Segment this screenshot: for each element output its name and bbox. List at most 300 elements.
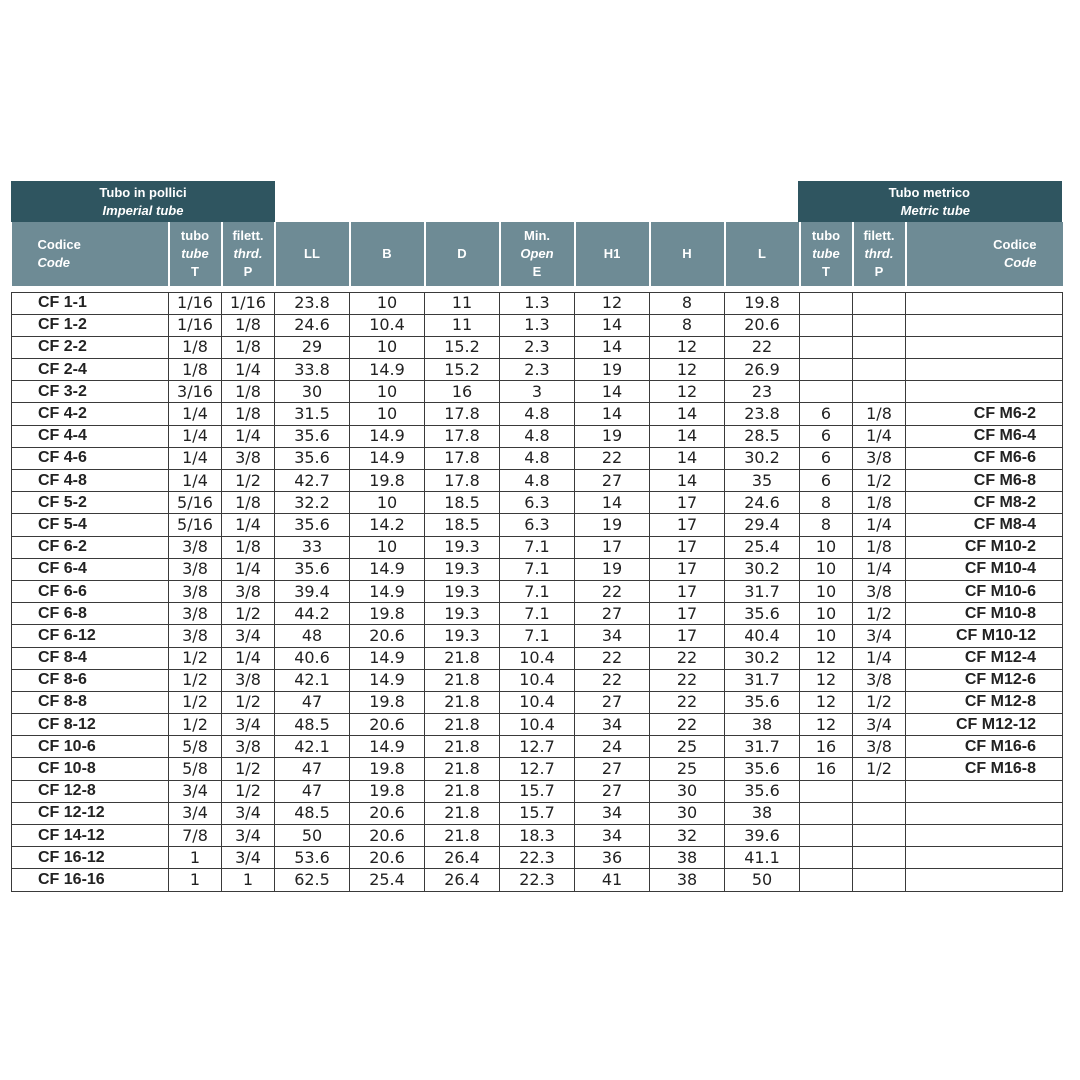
column-header: [575, 222, 650, 286]
table-cell: 23.8: [275, 292, 350, 314]
table-cell: 14.9: [350, 736, 425, 758]
table-row: [12, 336, 1063, 358]
table-cell: 39.4: [275, 580, 350, 602]
table-cell: 10: [350, 492, 425, 514]
table-cell: 3/4: [222, 714, 275, 736]
table-cell: 1/2: [222, 758, 275, 780]
table-cell: 1/8: [222, 536, 275, 558]
table-row: [12, 470, 1063, 492]
table-row: [12, 580, 1063, 602]
table-cell: 10: [350, 536, 425, 558]
table-cell: 17: [650, 536, 725, 558]
metric-code-cell: [906, 381, 1063, 403]
metric-code-cell: [906, 314, 1063, 336]
table-cell: 50: [275, 825, 350, 847]
metric-code-cell: CF M10-4: [906, 558, 1063, 580]
imperial-code-cell: CF 4-8: [12, 470, 169, 492]
column-header: [500, 222, 575, 286]
table-cell: 3/8: [169, 625, 222, 647]
table-cell: 20.6: [350, 847, 425, 869]
table-cell: [853, 359, 906, 381]
table-cell: [853, 381, 906, 403]
imperial-code-cell: CF 2-2: [12, 336, 169, 358]
metric-code-cell: CF M12-12: [906, 714, 1063, 736]
imperial-code-cell: CF 10-6: [12, 736, 169, 758]
table-cell: 33: [275, 536, 350, 558]
table-cell: 3/8: [169, 603, 222, 625]
table-cell: 12: [650, 359, 725, 381]
table-row: [12, 558, 1063, 580]
table-cell: 38: [650, 869, 725, 891]
table-cell: 35.6: [725, 780, 800, 802]
table-cell: 12: [650, 381, 725, 403]
table-cell: 35.6: [725, 758, 800, 780]
table-cell: 17: [650, 603, 725, 625]
imperial-code-cell: CF 8-6: [12, 669, 169, 691]
table-cell: 3/8: [169, 580, 222, 602]
table-cell: [853, 869, 906, 891]
table-cell: 4.8: [500, 403, 575, 425]
table-cell: 19.8: [350, 758, 425, 780]
table-cell: 7/8: [169, 825, 222, 847]
table-cell: 35.6: [725, 691, 800, 713]
table-cell: 1/2: [222, 470, 275, 492]
table-cell: 20.6: [350, 825, 425, 847]
table-cell: 10: [350, 336, 425, 358]
table-cell: 41.1: [725, 847, 800, 869]
table-cell: 10.4: [500, 669, 575, 691]
table-cell: 42.7: [275, 470, 350, 492]
imperial-group-title: Tubo in pollici: [99, 185, 187, 200]
table-cell: 21.8: [425, 736, 500, 758]
column-header: [650, 222, 725, 286]
imperial-code-cell: CF 8-12: [12, 714, 169, 736]
table-cell: 1/16: [222, 292, 275, 314]
table-row: [12, 514, 1063, 536]
table-cell: 10: [800, 580, 853, 602]
table-cell: 18.3: [500, 825, 575, 847]
table-cell: 30.2: [725, 447, 800, 469]
table-cell: 35.6: [275, 425, 350, 447]
table-cell: 1/8: [853, 403, 906, 425]
table-cell: 22.3: [500, 869, 575, 891]
table-cell: 19.8: [350, 691, 425, 713]
table-cell: 3/4: [853, 625, 906, 647]
column-header-l2: thrd.: [233, 246, 263, 261]
imperial-group-subtitle: Imperial tube: [102, 203, 184, 218]
table-cell: 34: [575, 802, 650, 824]
imperial-code-cell: CF 14-12: [12, 825, 169, 847]
table-cell: 1/2: [853, 691, 906, 713]
table-cell: 31.7: [725, 736, 800, 758]
table-cell: 1/2: [222, 780, 275, 802]
table-cell: [800, 869, 853, 891]
table-cell: 33.8: [275, 359, 350, 381]
table-cell: 20.6: [350, 714, 425, 736]
imperial-code-cell: CF 10-8: [12, 758, 169, 780]
table-cell: 24: [575, 736, 650, 758]
table-cell: 6.3: [500, 514, 575, 536]
table-cell: 1/2: [222, 691, 275, 713]
table-cell: 1/4: [169, 425, 222, 447]
column-header-l1: tubo: [811, 228, 841, 243]
table-cell: 27: [575, 603, 650, 625]
table-cell: 22: [575, 580, 650, 602]
table-row: [12, 825, 1063, 847]
table-cell: 19: [575, 425, 650, 447]
table-cell: 3/8: [853, 736, 906, 758]
table-cell: 17.8: [425, 403, 500, 425]
table-cell: 22: [575, 669, 650, 691]
table-cell: 17: [650, 625, 725, 647]
table-cell: 48.5: [275, 714, 350, 736]
table-cell: 15.2: [425, 359, 500, 381]
table-cell: 21.8: [425, 669, 500, 691]
table-cell: 12: [650, 336, 725, 358]
table-cell: 30: [650, 802, 725, 824]
table-cell: 32.2: [275, 492, 350, 514]
column-header: [725, 222, 800, 286]
table-cell: 34: [575, 714, 650, 736]
table-cell: 4.8: [500, 425, 575, 447]
table-cell: 35: [725, 470, 800, 492]
table-cell: 25: [650, 736, 725, 758]
table-row: [12, 691, 1063, 713]
table-cell: 3/4: [853, 714, 906, 736]
metric-code-cell: CF M12-6: [906, 669, 1063, 691]
imperial-code-cell: CF 6-4: [12, 558, 169, 580]
table-cell: 17.8: [425, 470, 500, 492]
table-cell: 8: [800, 514, 853, 536]
table-cell: 4.8: [500, 447, 575, 469]
table-row: [12, 869, 1063, 891]
table-cell: 50: [725, 869, 800, 891]
table-cell: 3: [500, 381, 575, 403]
table-cell: 3/8: [853, 580, 906, 602]
table-cell: 17: [650, 492, 725, 514]
table-cell: 14: [650, 470, 725, 492]
table-cell: 31.5: [275, 403, 350, 425]
table-cell: 1/4: [222, 425, 275, 447]
metric-code-cell: CF M12-4: [906, 647, 1063, 669]
column-header: [222, 222, 275, 286]
table-cell: 19: [575, 359, 650, 381]
table-cell: [800, 780, 853, 802]
metric-group-subtitle: Metric tube: [900, 203, 970, 218]
table-cell: 14.9: [350, 558, 425, 580]
metric-code-cell: CF M8-2: [906, 492, 1063, 514]
table-cell: 6.3: [500, 492, 575, 514]
column-header-l2: Open: [520, 246, 554, 261]
table-row: [12, 669, 1063, 691]
column-header-l3: P: [874, 264, 884, 279]
table-cell: 2.3: [500, 359, 575, 381]
table-cell: 35.6: [725, 603, 800, 625]
table-cell: 21.8: [425, 802, 500, 824]
table-cell: 12.7: [500, 736, 575, 758]
table-cell: 8: [650, 292, 725, 314]
table-cell: 22: [575, 647, 650, 669]
table-cell: [800, 825, 853, 847]
column-header-l3: T: [822, 264, 830, 279]
metric-code-cell: CF M10-6: [906, 580, 1063, 602]
table-cell: 24.6: [275, 314, 350, 336]
column-header-l1: LL: [304, 246, 320, 261]
imperial-code-cell: CF 4-4: [12, 425, 169, 447]
column-header-l1: Codice: [37, 237, 81, 252]
table-cell: 22: [650, 691, 725, 713]
table-cell: [800, 336, 853, 358]
table-cell: 19.3: [425, 558, 500, 580]
table-cell: 1: [169, 869, 222, 891]
table-cell: 19.3: [425, 580, 500, 602]
table-cell: 15.7: [500, 802, 575, 824]
table-cell: 21.8: [425, 647, 500, 669]
table-cell: 30: [275, 381, 350, 403]
metric-code-cell: [906, 802, 1063, 824]
table-cell: 3/8: [222, 669, 275, 691]
table-cell: [800, 802, 853, 824]
table-cell: 22: [650, 647, 725, 669]
table-cell: 36: [575, 847, 650, 869]
table-cell: 15.7: [500, 780, 575, 802]
column-header-row: [12, 222, 1063, 286]
table-cell: 1/4: [853, 425, 906, 447]
table-cell: 12: [800, 714, 853, 736]
table-cell: 1/8: [222, 336, 275, 358]
column-header-l1: B: [382, 246, 392, 261]
metric-code-cell: [906, 359, 1063, 381]
table-cell: [853, 847, 906, 869]
table-row: [12, 425, 1063, 447]
column-header: [350, 222, 425, 286]
table-cell: 8: [650, 314, 725, 336]
table-cell: 1/2: [853, 758, 906, 780]
column-header-l1: H1: [603, 246, 621, 261]
table-cell: 19.3: [425, 536, 500, 558]
table-cell: 14: [650, 425, 725, 447]
table-cell: 53.6: [275, 847, 350, 869]
table-cell: 7.1: [500, 536, 575, 558]
table-cell: 1/4: [853, 558, 906, 580]
table-row: [12, 736, 1063, 758]
table-cell: 10.4: [500, 691, 575, 713]
table-cell: 16: [800, 736, 853, 758]
table-cell: 34: [575, 625, 650, 647]
table-cell: 7.1: [500, 558, 575, 580]
table-row: [12, 492, 1063, 514]
table-cell: 2.3: [500, 336, 575, 358]
table-cell: 11: [425, 314, 500, 336]
table-cell: 38: [725, 802, 800, 824]
table-cell: 1/8: [222, 381, 275, 403]
table-cell: 22: [650, 714, 725, 736]
table-cell: 26.9: [725, 359, 800, 381]
table-cell: 39.6: [725, 825, 800, 847]
column-header-l1: H: [682, 246, 692, 261]
table-cell: 7.1: [500, 580, 575, 602]
imperial-code-cell: CF 3-2: [12, 381, 169, 403]
column-header: [800, 222, 853, 286]
table-cell: 10.4: [500, 647, 575, 669]
table-row: [12, 714, 1063, 736]
table-cell: 30: [650, 780, 725, 802]
imperial-code-cell: CF 5-2: [12, 492, 169, 514]
imperial-code-cell: CF 16-16: [12, 869, 169, 891]
column-header-l2: Code: [1004, 255, 1037, 270]
imperial-code-cell: CF 6-2: [12, 536, 169, 558]
table-cell: 42.1: [275, 736, 350, 758]
table-cell: 16: [800, 758, 853, 780]
table-cell: 17.8: [425, 447, 500, 469]
table-row: [12, 314, 1063, 336]
table-cell: 22: [650, 669, 725, 691]
table-cell: 3/8: [853, 669, 906, 691]
metric-code-cell: CF M6-4: [906, 425, 1063, 447]
table-cell: 14.9: [350, 669, 425, 691]
table-cell: [800, 847, 853, 869]
table-row: [12, 625, 1063, 647]
table-cell: 5/16: [169, 492, 222, 514]
table-cell: 27: [575, 691, 650, 713]
table-cell: 3/16: [169, 381, 222, 403]
column-header-l1: Codice: [993, 237, 1037, 252]
table-cell: [853, 336, 906, 358]
table-cell: 12: [800, 691, 853, 713]
metric-code-cell: CF M6-6: [906, 447, 1063, 469]
column-header-l1: filett.: [232, 228, 264, 243]
table-cell: 1/8: [222, 314, 275, 336]
table-cell: 1/4: [169, 447, 222, 469]
table-cell: 7.1: [500, 603, 575, 625]
table-cell: [800, 381, 853, 403]
table-cell: 47: [275, 691, 350, 713]
table-cell: 10: [800, 603, 853, 625]
column-header-l1: tubo: [180, 228, 210, 243]
table-cell: 5/8: [169, 758, 222, 780]
table-cell: 1/16: [169, 292, 222, 314]
table-cell: 40.6: [275, 647, 350, 669]
table-cell: 6: [800, 470, 853, 492]
column-header-l1: Min.: [524, 228, 550, 243]
table-cell: 26.4: [425, 847, 500, 869]
table-cell: 1.3: [500, 314, 575, 336]
metric-code-cell: CF M12-8: [906, 691, 1063, 713]
table-cell: 19: [575, 514, 650, 536]
table-cell: 1/8: [222, 403, 275, 425]
column-header-l2: tube: [812, 246, 840, 261]
imperial-code-cell: CF 6-8: [12, 603, 169, 625]
table-cell: 10: [350, 403, 425, 425]
table-cell: 1/2: [169, 647, 222, 669]
table-cell: 48.5: [275, 802, 350, 824]
table-cell: [853, 825, 906, 847]
table-cell: 1/2: [169, 691, 222, 713]
table-cell: 27: [575, 780, 650, 802]
imperial-code-cell: CF 2-4: [12, 359, 169, 381]
table-cell: 19.8: [350, 603, 425, 625]
table-cell: 47: [275, 758, 350, 780]
fitting-dimensions-table: [11, 222, 1063, 892]
table-cell: 14: [650, 403, 725, 425]
table-cell: 14.9: [350, 580, 425, 602]
table-cell: 21.8: [425, 714, 500, 736]
table-cell: [800, 359, 853, 381]
table-cell: 10: [800, 536, 853, 558]
table-row: [12, 802, 1063, 824]
table-cell: 17: [650, 558, 725, 580]
table-cell: 14: [650, 447, 725, 469]
table-cell: 16: [425, 381, 500, 403]
table-cell: 1/8: [222, 492, 275, 514]
table-cell: 1.3: [500, 292, 575, 314]
metric-code-cell: CF M6-2: [906, 403, 1063, 425]
table-cell: [800, 292, 853, 314]
imperial-code-cell: CF 6-12: [12, 625, 169, 647]
table-cell: 1/4: [222, 514, 275, 536]
table-cell: 3/8: [169, 558, 222, 580]
table-row: [12, 647, 1063, 669]
table-cell: 24.6: [725, 492, 800, 514]
table-cell: 14: [575, 314, 650, 336]
imperial-tube-group-header: [11, 181, 275, 222]
table-cell: 20.6: [350, 625, 425, 647]
table-row: [12, 447, 1063, 469]
column-header: [12, 222, 169, 286]
table-cell: 3/4: [222, 625, 275, 647]
column-header-l1: filett.: [863, 228, 895, 243]
column-header: [425, 222, 500, 286]
table-cell: [853, 292, 906, 314]
column-header-l2: Code: [37, 255, 70, 270]
table-cell: 12: [575, 292, 650, 314]
table-cell: 3/8: [169, 536, 222, 558]
table-row: [12, 292, 1063, 314]
table-cell: 19.3: [425, 625, 500, 647]
table-cell: 10: [350, 292, 425, 314]
table-cell: 12: [800, 669, 853, 691]
metric-code-cell: CF M16-8: [906, 758, 1063, 780]
table-cell: 14: [575, 336, 650, 358]
table-cell: 1/2: [222, 603, 275, 625]
table-cell: 7.1: [500, 625, 575, 647]
table-row: [12, 536, 1063, 558]
metric-code-cell: [906, 847, 1063, 869]
table-cell: 3/4: [169, 780, 222, 802]
table-cell: 1: [222, 869, 275, 891]
table-cell: 27: [575, 758, 650, 780]
table-cell: 1/2: [169, 714, 222, 736]
column-header-l3: P: [243, 264, 253, 279]
metric-code-cell: CF M6-8: [906, 470, 1063, 492]
table-cell: 25.4: [725, 536, 800, 558]
table-cell: 8: [800, 492, 853, 514]
table-cell: 1/8: [169, 359, 222, 381]
imperial-code-cell: CF 8-8: [12, 691, 169, 713]
metric-code-cell: [906, 292, 1063, 314]
table-row: [12, 758, 1063, 780]
table-cell: 5/8: [169, 736, 222, 758]
table-cell: 11: [425, 292, 500, 314]
table-cell: 23: [725, 381, 800, 403]
imperial-code-cell: CF 5-4: [12, 514, 169, 536]
column-header-l2: tube: [181, 246, 209, 261]
table-cell: 19: [575, 558, 650, 580]
metric-code-cell: [906, 780, 1063, 802]
table-cell: 3/4: [169, 802, 222, 824]
table-cell: 5/16: [169, 514, 222, 536]
column-header: [906, 222, 1063, 286]
